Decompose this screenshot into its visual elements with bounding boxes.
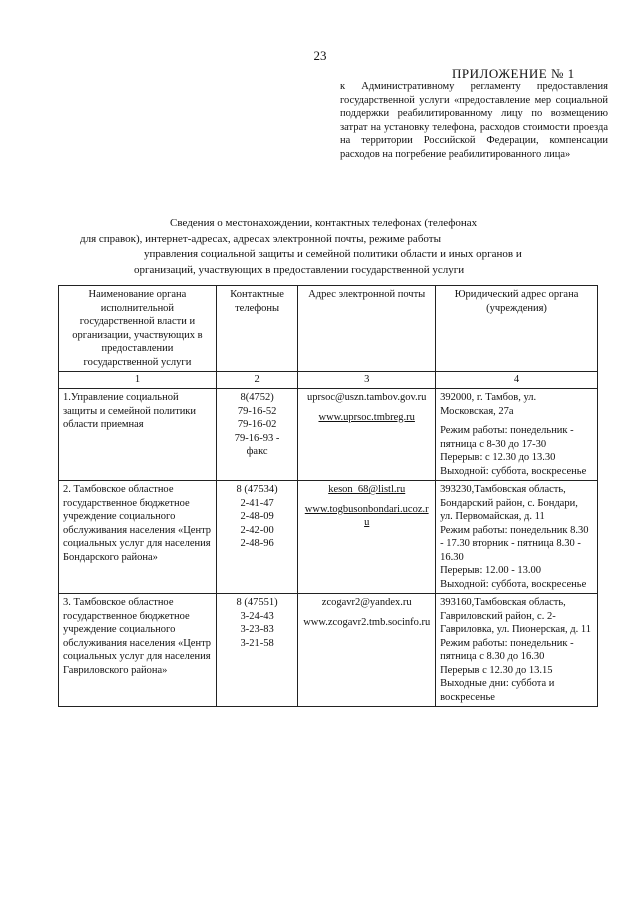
- website-link[interactable]: www.uprsoc.tmbreg.ru: [318, 411, 415, 423]
- phone-number: 8 (47534): [236, 484, 278, 495]
- phone-number: 3-24-43: [240, 610, 274, 622]
- schedule-text: Режим работы: понедельник 8.30 - 17.30 вторник - пятница 8.30 - 16.30: [440, 524, 589, 563]
- organization-name: 1.Управление социальной защиты и семейной политики области приемная: [59, 389, 217, 481]
- schedule-text: Режим работы: понедельник - пятница с 8-30 до 17-30: [440, 425, 574, 450]
- heading-line: Сведения о местонахождении, контактных телефонах (телефонах: [170, 217, 478, 229]
- address-cell: [436, 389, 598, 481]
- table-row: [59, 481, 598, 594]
- appendix-reference: к Административному регламенту предоставления государственной услуги «предоставление мер социальной поддержки реабилитированному лицу по возмещению затрат на установку телефона, расходов стоимости проезда на территории Российской Федерации, компенсации расходов на погребение реабилитированного лица»: [340, 81, 608, 160]
- heading-line: организаций, участвующих в предоставлении государственной услуги: [134, 263, 465, 276]
- column-header-email: Адрес электронной почты: [298, 286, 436, 372]
- website-link[interactable]: www.togbusonbondari.ucoz.ru: [304, 503, 429, 528]
- document-heading: [60, 216, 590, 278]
- phone-number: 79-16-02: [237, 419, 277, 430]
- column-header-organization: Наименование органа исполнительной государственной власти и организации, участвующих в предоставлении государственной услуги: [59, 286, 217, 372]
- phone-number: 2-41-47: [240, 497, 274, 509]
- phone-number: 79-16-52: [237, 405, 277, 417]
- schedule-text: Режим работы: понедельник - пятница с 8.30 до 16.30: [440, 637, 574, 662]
- column-number: 2: [216, 372, 297, 389]
- email-link[interactable]: keson_68@listl.ru: [328, 484, 406, 495]
- heading-line: для справок), интернет-адресах, адресах электронной почты, режиме работы: [80, 232, 441, 245]
- break-text: Перерыв: с 12.30 до 13.30: [440, 452, 556, 463]
- appendix-title: ПРИЛОЖЕНИЕ № 1: [452, 66, 575, 81]
- phone-number: факс: [246, 446, 268, 457]
- break-text: Перерыв с 12.30 до 13.15: [440, 664, 553, 676]
- email-link[interactable]: zcogavr2@yandex.ru: [321, 597, 412, 608]
- email-cell: [298, 594, 436, 707]
- phone-number: 3-21-58: [240, 637, 274, 649]
- column-header-address: Юридический адрес органа (учреждения): [436, 286, 598, 372]
- days-off-text: Выходной: суббота, воскресенье: [440, 465, 587, 477]
- column-number-row: [59, 372, 598, 389]
- email-cell: [298, 481, 436, 594]
- table-header-row: [59, 286, 598, 372]
- email-link[interactable]: uprsoc@uszn.tambov.gov.ru: [307, 392, 427, 403]
- phone-number: 2-42-00: [240, 524, 274, 536]
- phone-cell: [216, 594, 297, 707]
- phone-number: 2-48-09: [240, 511, 274, 522]
- address-cell: [436, 594, 598, 707]
- page-number: 23: [313, 48, 327, 63]
- column-number: 1: [59, 372, 217, 389]
- days-off-text: Выходные дни: суббота и воскресенье: [440, 678, 555, 703]
- address-cell: [436, 481, 598, 594]
- address-text: 393230,Тамбовская область, Бондарский район, с. Бондари, ул. Первомайская, д. 11: [440, 484, 578, 522]
- table-row: [59, 594, 598, 707]
- column-number: 3: [298, 372, 436, 389]
- column-number: 4: [436, 372, 598, 389]
- phone-cell: [216, 389, 297, 481]
- phone-number: 2-48-96: [240, 538, 274, 549]
- website-link[interactable]: www.zcogavr2.tmb.socinfo.ru: [303, 616, 431, 628]
- address-text: 393160,Тамбовская область, Гавриловский район, с. 2-Гавриловка, ул. Пионерская, д. 11: [440, 597, 591, 635]
- phone-number: 3-23-83: [240, 624, 274, 635]
- address-text: 392000, г. Тамбов, ул. Московская, 27а: [440, 392, 537, 417]
- phone-cell: [216, 481, 297, 594]
- email-cell: [298, 389, 436, 481]
- table-row: [59, 389, 598, 481]
- organization-name: 2. Тамбовское областное государственное бюджетное учреждение социального обслуживания населения «Центр социальных услуг для населения Бондарского района»: [59, 481, 217, 594]
- phone-number: 79-16-93 -: [234, 432, 280, 444]
- phone-number: 8 (47551): [236, 597, 278, 608]
- days-off-text: Выходной: суббота, воскресенье: [440, 578, 587, 590]
- phone-number: 8(4752): [240, 392, 274, 403]
- organization-name: 3. Тамбовское областное государственное бюджетное учреждение социального обслуживания населения «Центр социальных услуг для населения Гавриловского района»: [59, 594, 217, 707]
- contacts-table: [58, 285, 598, 707]
- break-text: Перерыв: 12.00 - 13.00: [440, 565, 542, 576]
- heading-line: управления социальной защиты и семейной политики области и иных органов и: [144, 248, 522, 260]
- column-header-phones: Контактные телефоны: [216, 286, 297, 372]
